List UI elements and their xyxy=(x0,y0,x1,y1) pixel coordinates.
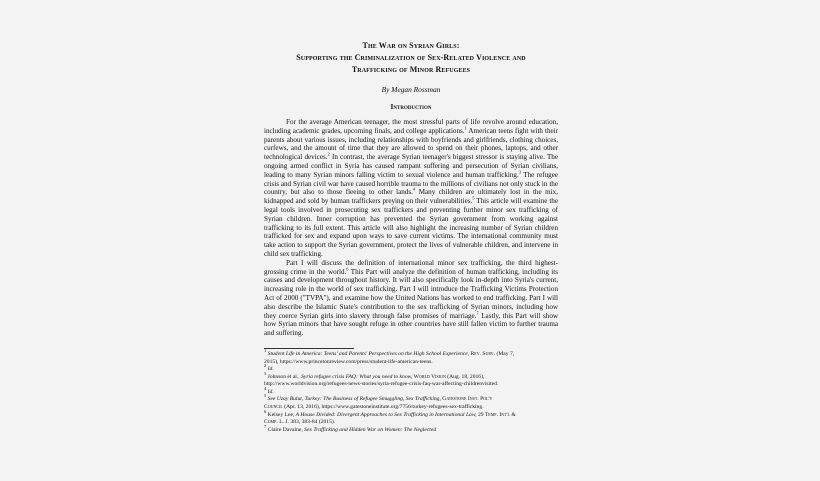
footnote-source: Council xyxy=(264,404,283,411)
footnote-text: L. J. 383, 383-84 (2015). xyxy=(277,419,336,426)
footnote-ref-7[interactable]: 7 xyxy=(476,310,479,316)
paragraph-2 xyxy=(264,259,558,338)
p1-sentence-2: American teens fight with their parents about various issues, including relationships with boyfriends and girlfriends, clothing choices, curfews, and the amount of time that they are allowed to spend on their phones, laptops, and other technological devices. xyxy=(264,126,558,162)
footnote-text: (Apr. 13, 2016), https://www.gatestoneinstitute.org/7756/turkey-refugees-sex-trafficking. xyxy=(282,404,484,411)
p1-sentence-3: In contrast, the average Syrian teenager's biggest stressor is staying alive. The ongoing armed conflict in Syria has caused rampant suffering and persecution of Syrian civilians, leading to many Syrian minors falling victim to sexual violence and human trafficking. xyxy=(264,153,558,179)
footnote-2 xyxy=(264,363,558,374)
footnote-number: 4 xyxy=(264,386,267,392)
footnote-source: World Vision xyxy=(412,373,446,380)
footnote-ref-3[interactable]: 3 xyxy=(518,169,522,175)
footnotes xyxy=(264,348,558,435)
footnote-1 xyxy=(264,348,558,359)
footnote-source: Gatestone Inst. Pol'y xyxy=(440,396,493,403)
footnote-text: (Aug. 18, 2016), xyxy=(445,373,485,380)
p2-sentence-1: Part I will discuss the definition of international minor sex trafficking, the third highest-grossing crime in the world. xyxy=(264,258,558,276)
title-line-2: Supporting the Criminalization of Sex-Related Violence and xyxy=(296,53,526,62)
footnote-7 xyxy=(264,424,558,435)
footnote-6-cont xyxy=(264,419,558,427)
footnote-number: 7 xyxy=(264,424,267,429)
footnote-number: 3 xyxy=(264,370,267,376)
footnote-source: Temp. Int'l & xyxy=(483,411,516,418)
footnote-number: 2 xyxy=(264,363,267,369)
p1-sentence-5: Many children are ultimately lost in the mix, kidnapped and sold by human traffickers preying on their vulnerabilities. xyxy=(264,188,558,206)
footnote-5-cont xyxy=(264,404,558,412)
p1-sentence-6: This article will examine the legal tools involved in prosecuting sex traffickers and preventing further minor sex trafficking of Syrian children. Inner corruption has prevented the Syrian government from working against trafficking to its full extent. This article will also highlight the increasing number of Syrian children trafficked for sex and expand upon ways to save current victims. The international community must take action to support the Syrian government, protect the lives of vulnerable children, and intervene in child sex trafficking. xyxy=(264,197,558,258)
footnote-text: Kelsey Lee, xyxy=(267,411,295,418)
p2-sentence-2: This Part will analyze the definition of human trafficking, including its causes and development throughout history. It will also specifically look in-depth into Syria's current, increasing role in the world of sex trafficking. Part I will introduce the Trafficking Victims Protection Act of 2000 ("TVPA"), and examine how the United Nations has worked to end trafficking. Part I will also describe the Islamic State's contribution to the sex trafficking of Syrian minors, including how they coerce Syrian girls into slavery through false promises of marriage. xyxy=(264,267,558,320)
footnote-italic: Id. xyxy=(267,388,274,395)
paragraph-1 xyxy=(264,118,558,259)
p1-sentence-4: The refugee crisis and Syrian civil war have caused horrible trauma to the millions of civilians not only stuck in the country, but also to those fleeing to other lands. xyxy=(264,170,559,197)
footnote-ref-2[interactable]: 2 xyxy=(327,151,330,157)
footnote-number: 1 xyxy=(264,348,267,354)
footnote-number: 6 xyxy=(264,408,267,414)
footnote-number: 5 xyxy=(264,393,267,399)
footnote-3-cont: http://www.worldvision.org/refugees-news-stories/syria-refugee-crisis-faq-war-affecting-childrenvisited. xyxy=(264,381,499,388)
article-body xyxy=(264,118,558,338)
footnote-ref-1[interactable]: 1 xyxy=(464,125,467,131)
footnote-italic: Syria refugee crisis FAQ: What you need to know, xyxy=(299,373,413,380)
title-line-3: Trafficking of Minor Refugees xyxy=(351,65,471,74)
footnote-text: Claire Davaine, xyxy=(267,426,303,433)
p1-sentence-1: For the average American teenager, the most stressful parts of life revolve around education, including academic grades, upcoming finals, and college applications. xyxy=(264,118,558,135)
document-page xyxy=(264,40,558,434)
article-title xyxy=(264,40,558,76)
section-heading: Introduction xyxy=(390,102,432,111)
footnote-source: Comp. xyxy=(264,419,278,426)
footnote-italic: Sex Trafficking and Hidden War on Women: The Neglected xyxy=(302,426,437,433)
footnote-italic: A House Divided: Divergent Approaches to Sex Trafficking in International Law, xyxy=(294,411,477,418)
footnote-ref-5[interactable]: 5 xyxy=(472,195,475,201)
footnote-italic: See Uzay Bulut, Turkey: The Business of Refugee Smuggling, Sex Trafficking, xyxy=(267,396,441,403)
p2-sentence-3: Lastly, this Part will show how Syrian minors that have sought refuge in other countries have still fallen victim to further trauma and suffering. xyxy=(264,311,558,338)
footnote-divider xyxy=(264,348,354,349)
footnote-text: (May 7, xyxy=(495,350,515,357)
footnote-text: Johnson et al., xyxy=(267,373,300,380)
footnote-text: 29 xyxy=(476,411,484,418)
footnote-1-cont: 2015), https://www.princetonreview.com/press/student-life-american-teens. xyxy=(264,358,433,365)
footnote-ref-4[interactable]: 4 xyxy=(412,187,416,193)
author-byline: By Megan Rossman xyxy=(381,85,441,94)
title-line-1: The War on Syrian Girls: xyxy=(362,41,460,50)
footnote-italic: Id. xyxy=(267,366,274,373)
footnote-italic: Student Life in America: Teens' and Parents' Perspectives on the High School Experience, xyxy=(267,350,470,357)
footnote-source: Rev. Surv. xyxy=(469,350,496,357)
footnote-ref-6[interactable]: 6 xyxy=(346,266,349,272)
footnote-5 xyxy=(264,393,558,404)
